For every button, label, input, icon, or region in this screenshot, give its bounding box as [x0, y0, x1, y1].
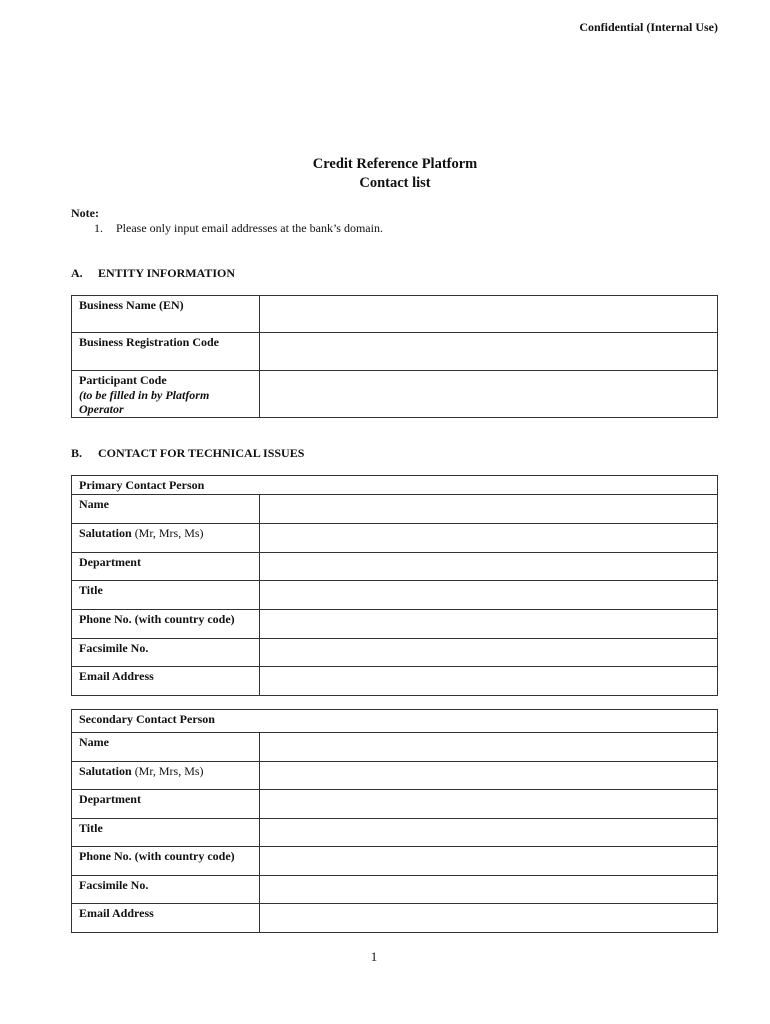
secondary-title-label: Title: [72, 819, 260, 847]
secondary-department-label: Department: [72, 790, 260, 819]
section-a-letter: A.: [71, 266, 83, 280]
business-name-field[interactable]: [260, 296, 718, 333]
secondary-title-field[interactable]: [260, 819, 718, 847]
primary-email-label: Email Address: [72, 667, 260, 696]
primary-department-label: Department: [72, 553, 260, 581]
primary-email-field[interactable]: [260, 667, 718, 696]
primary-title-label: Title: [72, 581, 260, 610]
secondary-salutation-field[interactable]: [260, 762, 718, 790]
entity-information-table: [71, 295, 718, 418]
participant-code-field[interactable]: [260, 371, 718, 418]
secondary-department-field[interactable]: [260, 790, 718, 819]
primary-name-label: Name: [72, 495, 260, 524]
document-subtitle: Contact list: [359, 175, 431, 191]
note-label: Note:: [71, 206, 99, 220]
primary-phone-field[interactable]: [260, 610, 718, 639]
page-number: 1: [370, 949, 378, 964]
document-title: Credit Reference Platform: [312, 156, 478, 172]
participant-code-text: Participant Code: [79, 373, 167, 387]
note-item-text: Please only input email addresses at the bank’s domain.: [116, 221, 383, 235]
secondary-email-field[interactable]: [260, 904, 718, 933]
confidential-label: Confidential (Internal Use): [579, 20, 718, 34]
secondary-name-field[interactable]: [260, 733, 718, 762]
business-reg-code-label: Business Registration Code: [72, 333, 260, 371]
primary-phone-label: Phone No. (with country code): [72, 610, 260, 639]
note-item: [94, 221, 383, 236]
primary-salutation-label: Salutation (Mr, Mrs, Ms): [72, 524, 260, 553]
participant-code-note: (to be filled in by Platform Operator: [79, 387, 210, 416]
secondary-fax-field[interactable]: [260, 876, 718, 904]
secondary-fax-label: Facsimile No.: [72, 876, 260, 904]
participant-code-label: [72, 371, 260, 418]
secondary-contact-header: Secondary Contact Person: [72, 710, 718, 733]
primary-name-field[interactable]: [260, 495, 718, 524]
note-item-number: 1.: [94, 221, 103, 235]
section-a-title: ENTITY INFORMATION: [98, 266, 236, 280]
secondary-email-label: Email Address: [72, 904, 260, 933]
secondary-name-label: Name: [72, 733, 260, 762]
section-a-heading: [71, 266, 235, 281]
primary-contact-table: [71, 475, 718, 696]
primary-salutation-field[interactable]: [260, 524, 718, 553]
business-reg-code-field[interactable]: [260, 333, 718, 371]
primary-contact-header: Primary Contact Person: [72, 476, 718, 495]
secondary-salutation-label: Salutation (Mr, Mrs, Ms): [72, 762, 260, 790]
secondary-phone-label: Phone No. (with country code): [72, 847, 260, 876]
secondary-phone-field[interactable]: [260, 847, 718, 876]
section-b-heading: [71, 446, 304, 461]
section-b-title: CONTACT FOR TECHNICAL ISSUES: [98, 446, 305, 460]
primary-fax-label: Facsimile No.: [72, 639, 260, 667]
section-b-letter: B.: [71, 446, 83, 460]
primary-fax-field[interactable]: [260, 639, 718, 667]
primary-title-field[interactable]: [260, 581, 718, 610]
business-name-label: Business Name (EN): [72, 296, 260, 333]
secondary-contact-table: [71, 709, 718, 933]
primary-department-field[interactable]: [260, 553, 718, 581]
